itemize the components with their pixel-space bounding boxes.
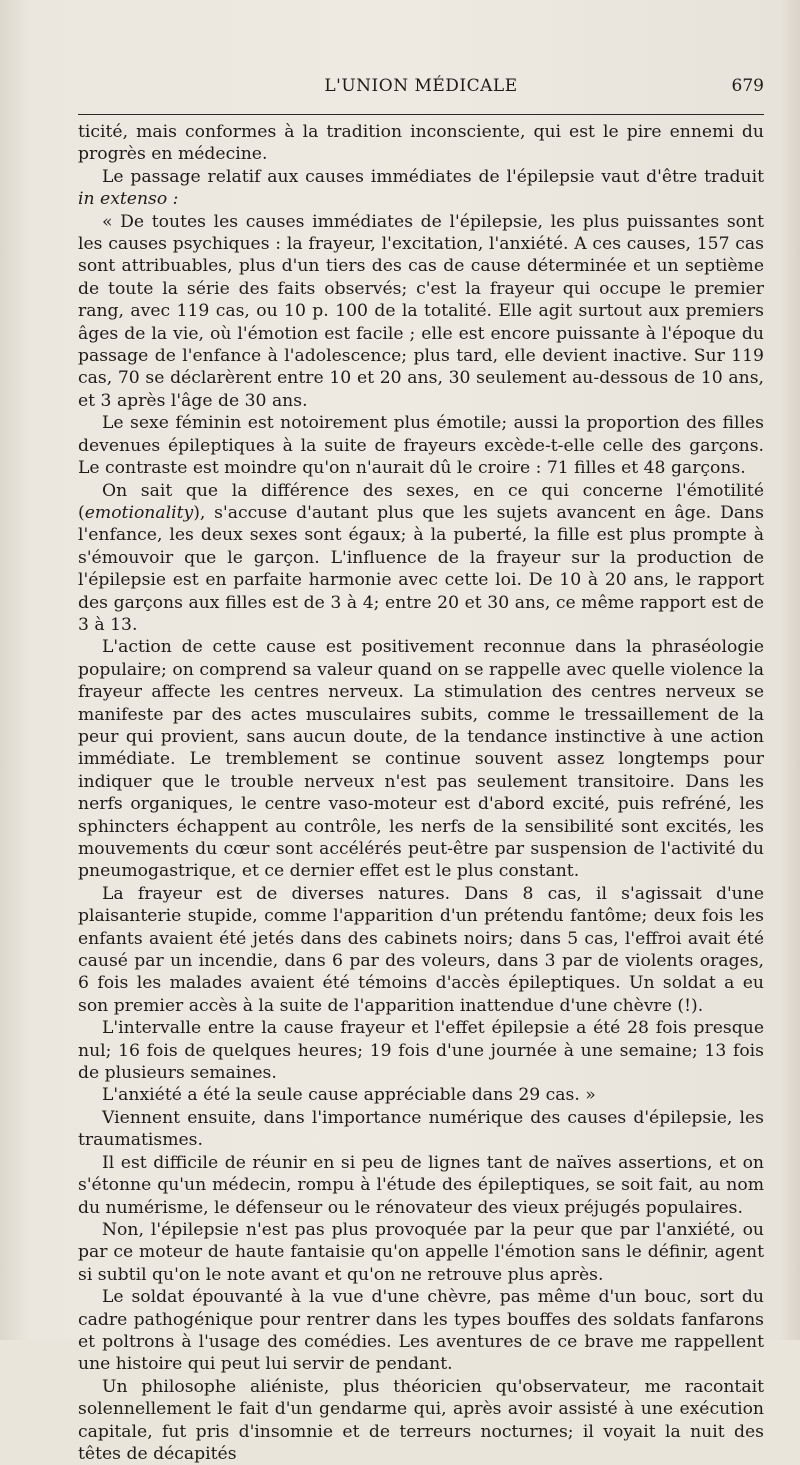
paragraph: ticité, mais conformes à la tradition inconsciente, qui est le pire ennemi du progrès en médecine.	[78, 122, 764, 165]
page-number: 679	[731, 76, 764, 96]
paragraph: Le sexe féminin est notoirement plus émotile; aussi la proportion des filles devenues épileptiques à la suite de frayeurs excède-t-elle celle des garçons. Le contraste est moindre qu'on n'aurait dû le croire : 71 filles et 48 garçons.	[78, 413, 764, 479]
article-body	[78, 121, 764, 1465]
paragraph: Le passage relatif aux causes immédiates de l'épilepsie vaut d'être traduit in extenso :	[78, 166, 764, 210]
paragraph-quote: « De toutes les causes immédiates de l'épilepsie, les plus puissantes sont les causes psychiques : la frayeur, l'excitation, l'anxiété. A ces causes, 157 cas sont attribuables, plus d'un tiers des cas de cause déterminée et un septième de toute la série des faits observés; c'est la frayeur qui occupe le premier rang, avec 119 cas, ou 10 p. 100 de la totalité. Elle agit surtout aux premiers âges de la vie, où l'émotion est facile ; elle est encore puissante à l'époque du passage de l'enfance à l'adolescence; plus tard, elle devient inactive. Sur 119 cas, 70 se déclarèrent entre 10 et 20 ans, 30 seulement au-dessous de 10 ans, et 3 après l'âge de 30 ans.	[78, 211, 764, 411]
paragraph: L'action de cette cause est positivement reconnue dans la phraséologie populaire; on comprend sa valeur quand on se rappelle avec quelle violence la frayeur affecte les centres nerveux. La stimulation des centres nerveux se manifeste par des actes musculaires subits, comme le tressaillement de la peur qui provient, sans aucun doute, de la tendance instinctive à une action immédiate. Le tremblement se continue souvent assez longtemps pour indiquer que le trouble nerveux n'est pas seulement transitoire. Dans les nerfs organiques, le centre vaso-moteur est d'abord excité, puis refréné, les sphincters échappent au contrôle, les nerfs de la sensibilité sont excités, les mouvements du cœur sont accélérés peut-être par suspension de l'activité du pneumogastrique, et ce dernier effet est le plus constant.	[78, 637, 764, 882]
paragraph: L'anxiété a été la seule cause appréciable dans 29 cas. »	[102, 1085, 596, 1106]
paragraph: Il est difficile de réunir en si peu de lignes tant de naïves assertions, et on s'étonne qu'un médecin, rompu à l'étude des épileptiques, se soit fait, au nom du numérisme, le défenseur ou le rénovateur des vieux préjugés populaires.	[78, 1152, 764, 1218]
italic-term: emotionality	[84, 502, 194, 523]
paragraph: Viennent ensuite, dans l'importance numérique des causes d'épilepsie, les traumatismes.	[78, 1107, 764, 1151]
header-rule	[78, 114, 764, 115]
running-title: L'UNION MÉDICALE	[324, 76, 518, 96]
paragraph: La frayeur est de diverses natures. Dans 8 cas, il s'agissait d'une plaisanterie stupide, comme l'apparition d'un prétendu fantôme; deux fois les enfants avaient été jetés dans des cabinets noirs; dans 5 cas, l'effroi avait été causé par un incendie, dans 6 par des voleurs, dans 3 par de violents orages, 6 fois les malades avaient été témoins d'accès épileptiques. Un soldat a eu son premier accès à la suite de l'apparition inattendue d'une chèvre (!).	[78, 883, 764, 1016]
paragraph: Le soldat épouvanté à la vue d'une chèvre, pas même d'un bouc, sort du cadre pathogénique pour rentrer dans les types bouffes des soldats fanfarons et poltrons à l'usage des comédies. Les aventures de ce brave me rappellent une histoire qui peut lui servir de pendant.	[78, 1287, 764, 1375]
paragraph: Un philosophe aliéniste, plus théoricien qu'observateur, me racontait solennellement le fait d'un gendarme qui, après avoir assisté à une exécution capitale, fut pris d'insomnie et de terreurs nocturnes; il voyait la nuit des têtes de décapités	[78, 1376, 764, 1464]
paragraph: On sait que la différence des sexes, en ce qui concerne l'émotilité (emotionality), s'accuse d'autant plus que les sujets avancent en âge. Dans l'enfance, les deux sexes sont égaux; à la puberté, la fille est plus prompte à s'émouvoir que le garçon. L'influence de la frayeur sur la production de l'épilepsie est en parfaite harmonie avec cette loi. De 10 à 20 ans, le rapport des garçons aux filles est de 3 à 4; entre 20 et 30 ans, ce même rapport est de 3 à 13.	[78, 480, 764, 635]
paragraph: Non, l'épilepsie n'est pas plus provoquée par la peur que par l'anxiété, ou par ce moteur de haute fantaisie qu'on appelle l'émotion sans le définir, agent si subtil qu'on le note avant et qu'on ne retrouve plus après.	[78, 1219, 764, 1285]
paragraph: L'intervalle entre la cause frayeur et l'effet épilepsie a été 28 fois presque nul; 16 fois de quelques heures; 19 fois d'une journée à une semaine; 13 fois de plusieurs semaines.	[78, 1018, 764, 1084]
italic-phrase: in extenso :	[78, 189, 179, 210]
page-header	[78, 76, 764, 102]
